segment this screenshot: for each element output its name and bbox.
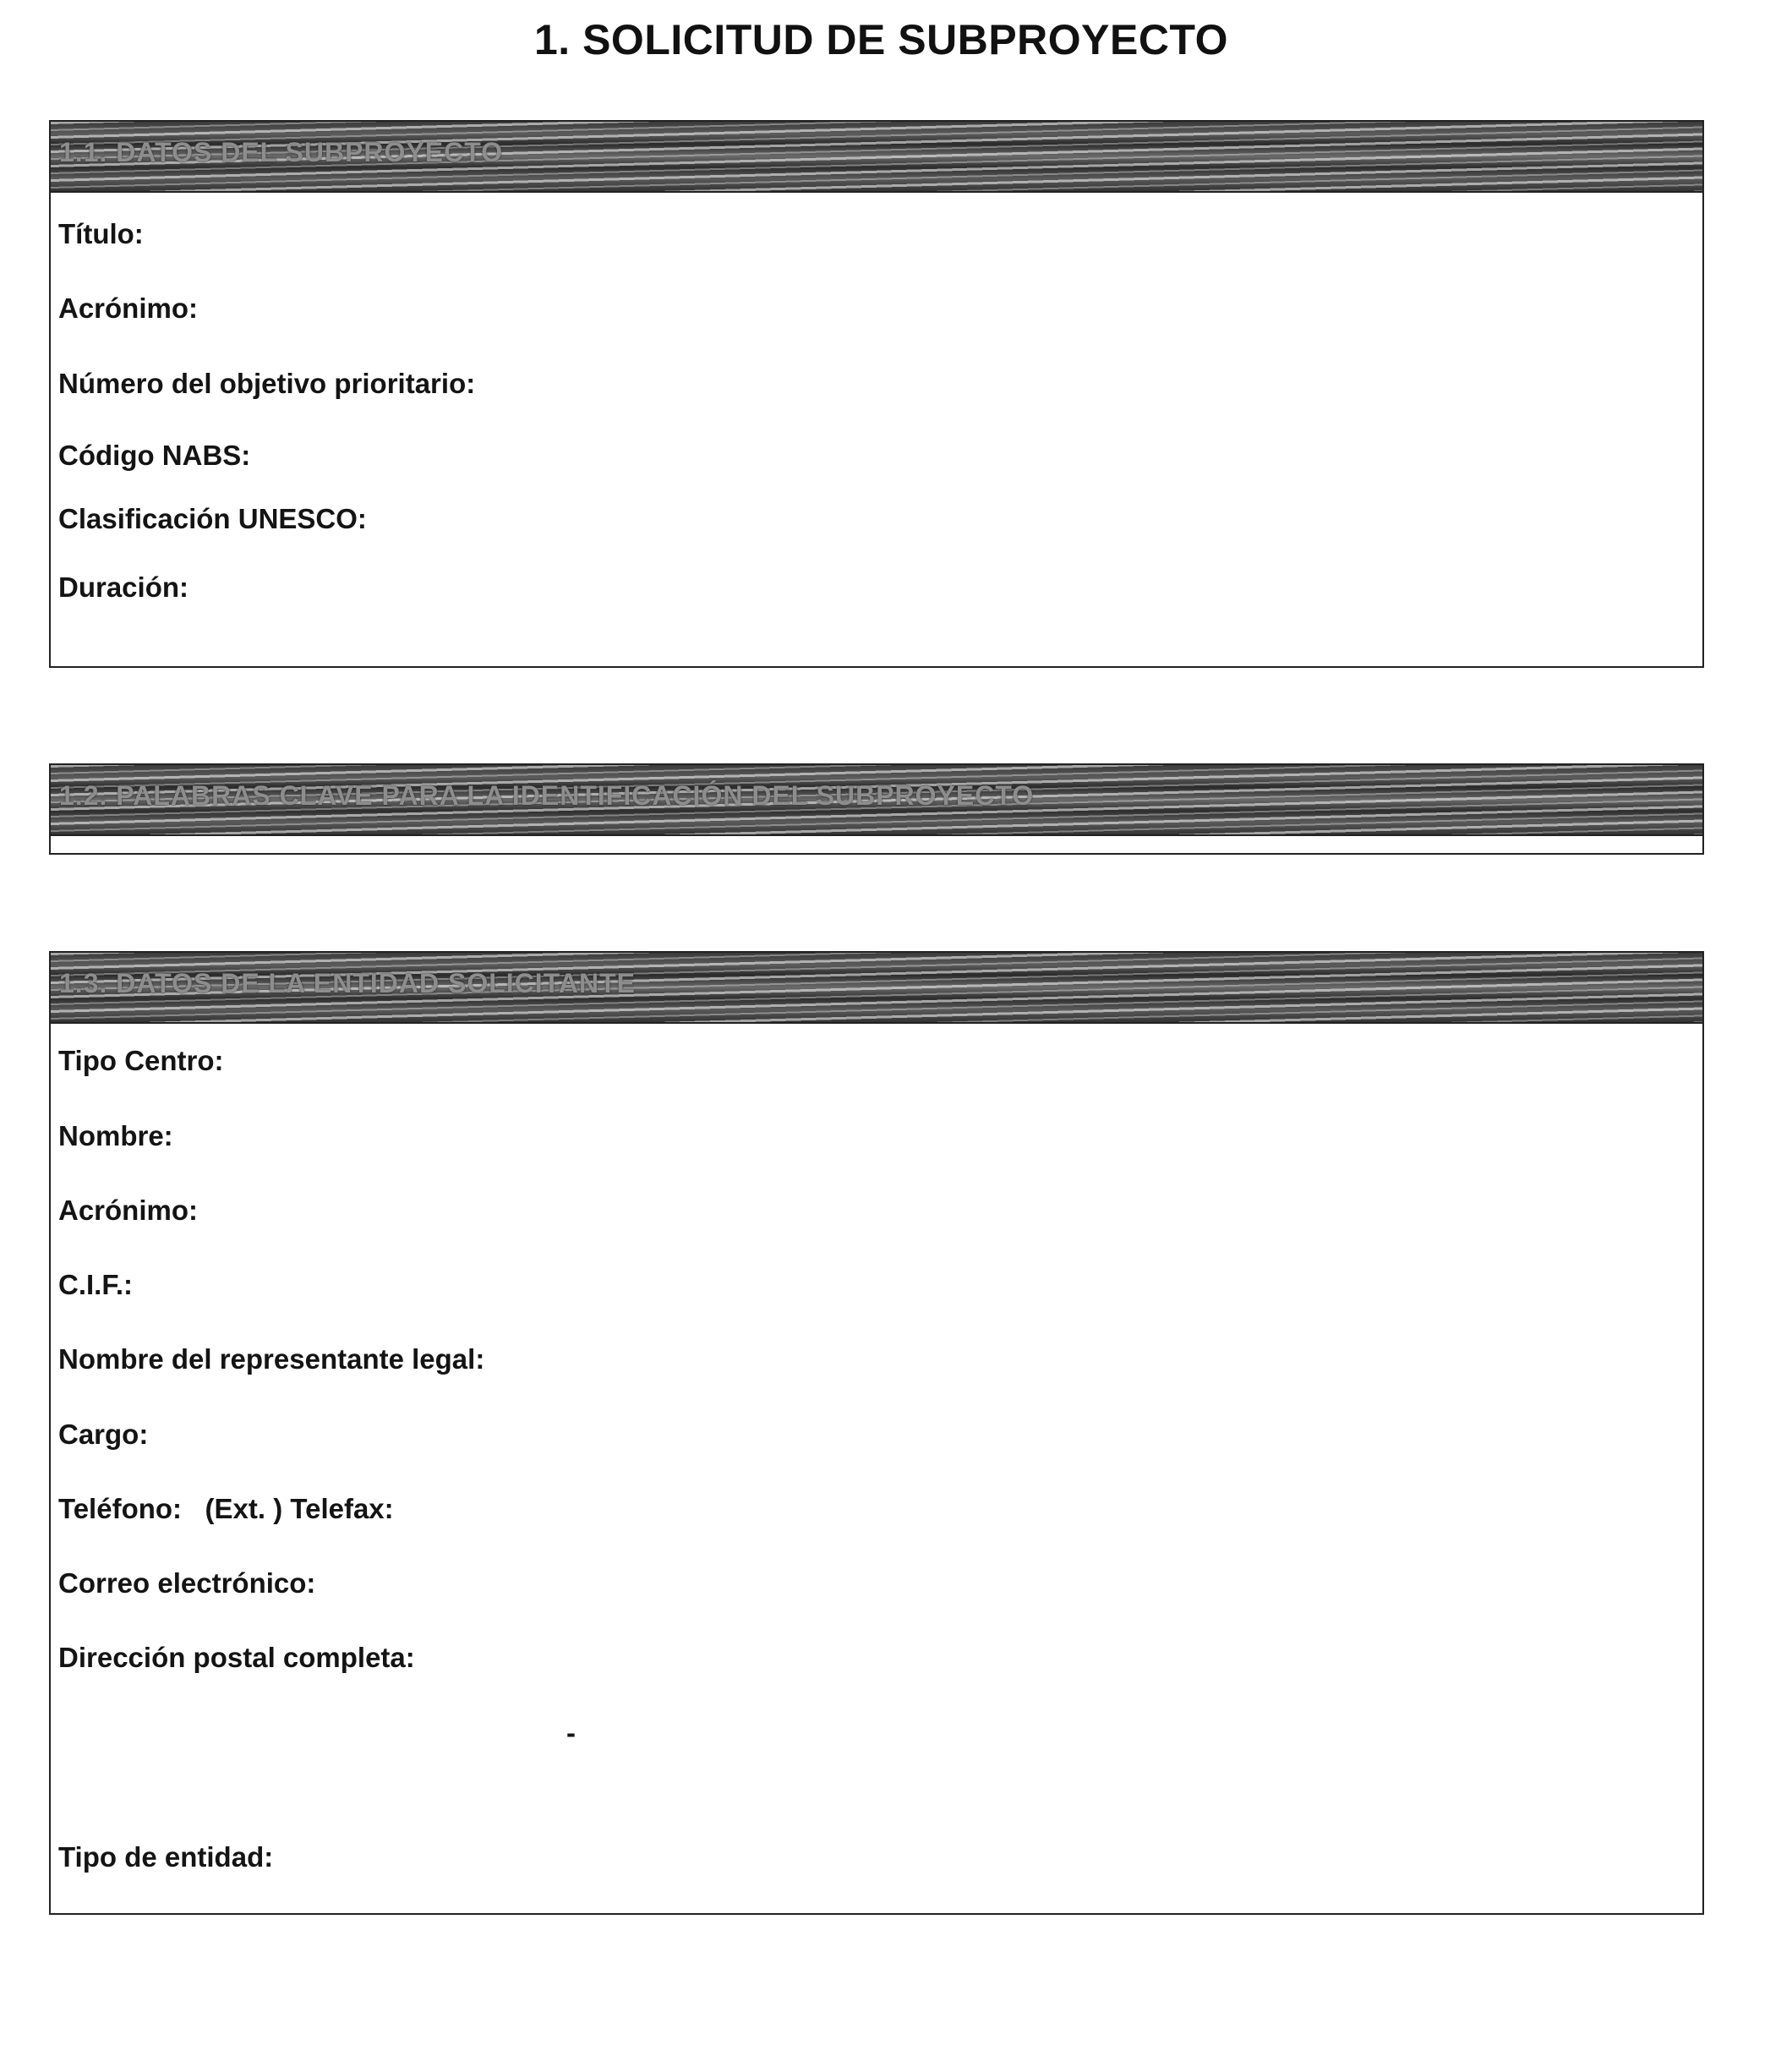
field-clasificacion-unesco: Clasificación UNESCO: xyxy=(58,503,367,534)
field-acronimo: Acrónimo: xyxy=(58,293,198,324)
section-subproject-data xyxy=(49,120,1704,668)
section-keywords xyxy=(49,763,1704,855)
section-applicant-entity xyxy=(49,951,1704,1915)
field-titulo: Título: xyxy=(58,218,144,249)
section-header xyxy=(51,953,1702,1024)
section-header-label: 1.3. DATOS DE LA ENTIDAD SOLICITANTE xyxy=(59,968,636,998)
field-tipo-centro: Tipo Centro: xyxy=(58,1045,224,1076)
field-objetivo-prioritario: Número del objetivo prioritario: xyxy=(58,368,476,399)
address-dash-mark: - xyxy=(566,1717,576,1748)
field-acronimo: Acrónimo: xyxy=(58,1195,198,1226)
field-direccion-postal: Dirección postal completa: xyxy=(58,1642,415,1673)
field-cargo: Cargo: xyxy=(58,1419,149,1450)
field-nombre: Nombre: xyxy=(58,1120,173,1151)
section-header-label: 1.2. PALABRAS CLAVE PARA LA IDENTIFICACIÓN DEL SUBPROYECTO xyxy=(59,780,1035,811)
section-header-label: 1.1. DATOS DEL SUBPROYECTO xyxy=(59,137,504,167)
section-header xyxy=(51,122,1702,193)
page-title: 1. SOLICITUD DE SUBPROYECTO xyxy=(533,16,1229,63)
field-representante-legal: Nombre del representante legal: xyxy=(58,1343,485,1375)
section-header xyxy=(51,765,1702,836)
field-duracion: Duración: xyxy=(58,571,189,603)
field-codigo-nabs: Código NABS: xyxy=(58,440,251,471)
field-telefono-telefax: Teléfono: (Ext. ) Telefax: xyxy=(58,1493,394,1524)
field-correo-electronico: Correo electrónico: xyxy=(58,1567,316,1599)
field-tipo-entidad: Tipo de entidad: xyxy=(58,1841,274,1873)
field-cif: C.I.F.: xyxy=(58,1269,133,1300)
